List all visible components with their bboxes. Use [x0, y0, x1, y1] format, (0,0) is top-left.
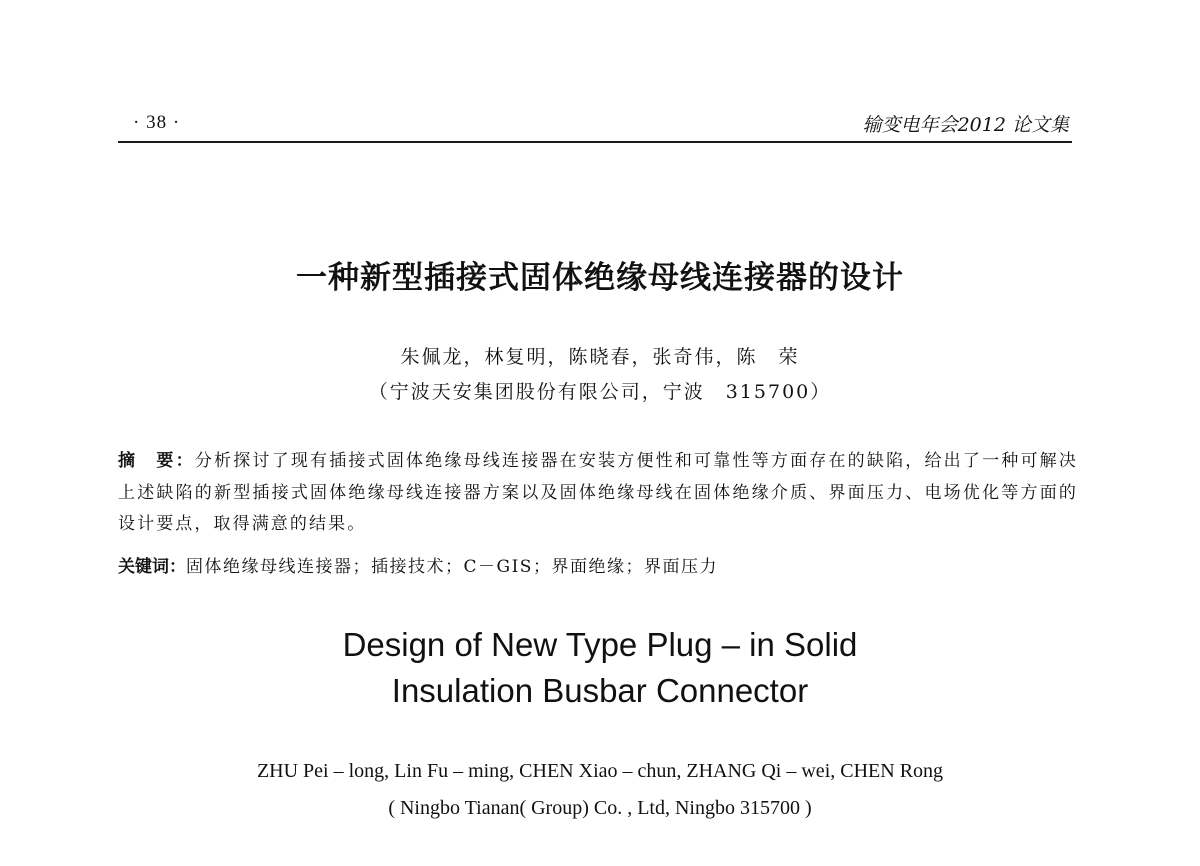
paper-title-en	[0, 622, 1200, 714]
affiliation-en: ( Ningbo Tianan( Group) Co. , Ltd, Ningbo 315700 )	[388, 797, 812, 819]
page-number: · 38 ·	[133, 112, 181, 133]
keywords-label: 关键词：	[118, 557, 186, 577]
keywords-text: 固体绝缘母线连接器；插接技术；C－GIS；界面绝缘；界面压力	[186, 557, 718, 577]
abstract-label: 摘 要：	[118, 451, 195, 471]
running-header: 输变电年会2012 论文集	[862, 114, 1069, 136]
abstract-text: 分析探讨了现有插接式固体绝缘母线连接器在安装方便性和可靠性等方面存在的缺陷，给出了一种可解决上述缺陷的新型插接式固体绝缘母线连接器方案以及固体绝缘母线在固体绝缘介质、界面压力、电场优化等方面的设计要点，取得满意的结果。	[118, 451, 1078, 534]
paper-title-en-line1: Design of New Type Plug – in Solid	[342, 626, 858, 663]
authors-en: ZHU Pei – long, Lin Fu – ming, CHEN Xiao – chun, ZHANG Qi – wei, CHEN Rong	[256, 760, 944, 782]
paper-title-cn: 一种新型插接式固体绝缘母线连接器的设计	[296, 260, 904, 296]
keywords	[118, 555, 1078, 579]
header-rule	[118, 141, 1072, 143]
paper-title-en-line2: Insulation Busbar Connector	[391, 672, 809, 709]
authors-cn: 朱佩龙，林复明，陈晓春，张奇伟，陈 荣	[400, 346, 800, 368]
abstract	[118, 446, 1078, 541]
affiliation-cn: （宁波天安集团股份有限公司，宁波 315700）	[368, 381, 832, 403]
